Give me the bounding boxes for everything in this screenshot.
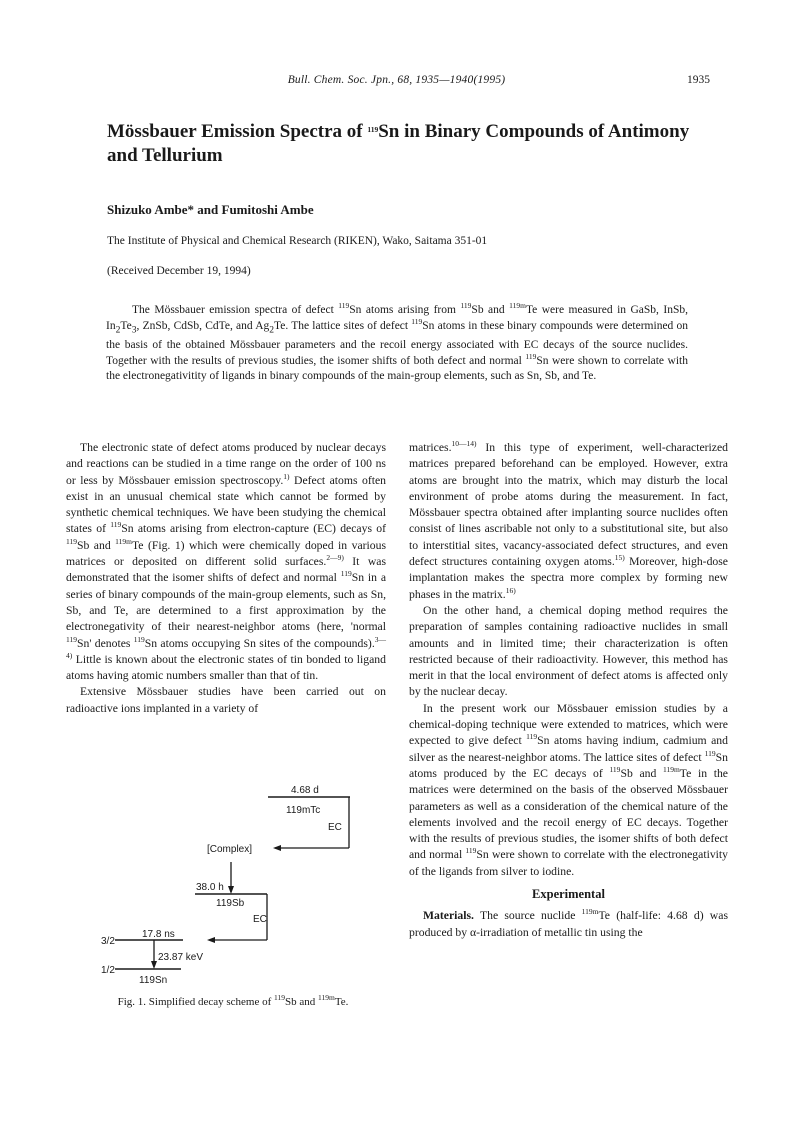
label-4-68d: 4.68 d: [291, 785, 319, 796]
arrowhead-complex: [273, 845, 281, 851]
label-te-nuclide: 119mTc: [286, 805, 321, 816]
right-column: [409, 440, 728, 941]
label-sb-nuclide: 119Sb: [216, 898, 245, 909]
arrowhead-ground: [151, 961, 157, 969]
label-23-87kev: 23.87 keV: [158, 952, 204, 963]
received-date: (Received December 19, 1994): [107, 265, 251, 277]
affiliation: The Institute of Physical and Chemical Research (RIKEN), Wako, Saitama 351-01: [107, 235, 488, 247]
page-number: 1935: [687, 74, 710, 86]
arrowhead-excited: [207, 937, 215, 943]
intro-paragraph: The electronic state of defect atoms produced by nuclear decays and reactions can be studied in a time range on the order of 100 ns or less by Mössbauer emission spectroscopy.$^{1)}$ Defect atoms often exist in an unusual chemical state which cannot be formed by synthetic chemical techniques. We have been studying the chemical states of $^{119}$Sn atoms arising from electron-capture (EC) decays of $^{119}$Sb and $^{119m}$Te (Fig. 1) which were chemically doped in various matrices or deposited on different solid surfaces.$^{2—9)}$ It was demonstrated that the isomer shifts of defect and normal $^{119}$Sn in a series of binary compounds of the main-group elements, such as Sn, Sb, and Te, are determined to a first approximation by the electronegativity of their nearest-neighbor atoms (here, 'normal $^{119}$Sn' denotes $^{119}$Sn atoms occupying Sn sites of the compounds).$^{3—4)}$ Little is known about the electronic states of tin bonded to ligand atoms having atomic numbers smaller than that of tin.: [66, 441, 387, 683]
journal-citation: Bull. Chem. Soc. Jpn., 68, 1935—1940(1995): [287, 74, 506, 86]
arrowhead-sb-level: [228, 886, 234, 894]
label-17-8ns: 17.8 ns: [142, 929, 175, 940]
paragraph: In the present work our Mössbauer emission studies by a chemical-doping technique were extended to matrices, which were expected to give defect $^{119}$Sn atoms having indium, cadmium and silver as the nearest-neighbor atoms. The lattice sites of defect $^{119}$Sn atoms produced by the EC decays of $^{119}$Sb and $^{119m}$Te in the matrices were determined on the basis of the observed Mössbauer parameters as well as a consideration of the chemical nature of the elements involved and the recoil energy of EC decays. Together with the results of previous studies, the isomer shifts of both defect and normal $^{119}$Sn were shown to correlate with the electronegativity of the ligands from silver to iodine.: [409, 701, 728, 878]
paragraph: Materials. The source nuclide $^{119m}$Te (half-life: 4.68 d) was produced by α-irradiation of metallic tin using the: [409, 907, 728, 939]
label-complex: [Complex]: [207, 844, 253, 855]
article-title: Mössbauer Emission Spectra of $^{119}$Sn in Binary Compounds of Antimony and Tellurium: [107, 121, 690, 166]
section-heading: Experimental: [532, 887, 605, 902]
label-sn-nuclide: 119Sn: [139, 975, 168, 986]
label-ec-2: EC: [253, 914, 267, 925]
paragraph: On the other hand, a chemical doping method requires the preparation of samples containing radioactive nuclides in small amounts and in limited time; their characterization is often restricted because of their radioactivity. However, this method has merit in that the local environment of defect atoms is affected only by the nuclear decay.: [409, 603, 728, 699]
paragraph: Extensive Mössbauer studies have been carried out on radioactive ions implanted in a variety of: [66, 685, 386, 715]
label-1-2: 1/2: [101, 965, 115, 976]
decay-scheme-figure: [95, 780, 365, 990]
abstract: The Mössbauer emission spectra of defect $^{119}$Sn atoms arising from $^{119}$Sb and $^{119m}$Te were measured in GaSb, InSb, $In_2Te_3$, ZnSb, CdSb, CdTe, and $Ag_2Te$. The lattice sites of defect $^{119}$Sn atoms in these binary compounds were determined on the basis of the obtained Mössbauer parameters and the recoil energy associated with EC decays of the source nuclides. Together with the results of previous studies, the isomer shifts of both defect and normal $^{119}$Sn were shown to correlate with the electronegativitity of ligands in binary compounds of the main-group elements, such as Sn, Sb, and Te.: [106, 301, 688, 383]
runin-heading: Materials.: [423, 909, 474, 923]
label-ec-1: EC: [328, 822, 342, 833]
label-38h: 38.0 h: [196, 882, 224, 893]
figure-caption: Fig. 1. Simplified decay scheme of $^{119}$Sb and $^{119m}$Te.: [117, 993, 349, 1008]
left-column: [66, 440, 386, 717]
authors: Shizuko Ambe* and Fumitoshi Ambe: [107, 202, 314, 217]
label-3-2: 3/2: [101, 936, 115, 947]
paragraph-continued: matrices.$^{10—14)}$ In this type of experiment, well-characterized matrices prepared beforehand can be employed. However, extra atoms are brought into the matrix, which may disturb the local environment of probe atoms during the measurement. In fact, Mössbauer spectra obtained after implanting source nuclides often consist of lines ascribable not only to a substitutional site, but also to interstitial sites, vacancy-associated defect structures, and even defect structures containing oxygen atoms.$^{15)}$ Moreover, high-dose implantation makes the spectra more complex by forming new phases in the matrix.$^{16)}$: [409, 439, 728, 601]
